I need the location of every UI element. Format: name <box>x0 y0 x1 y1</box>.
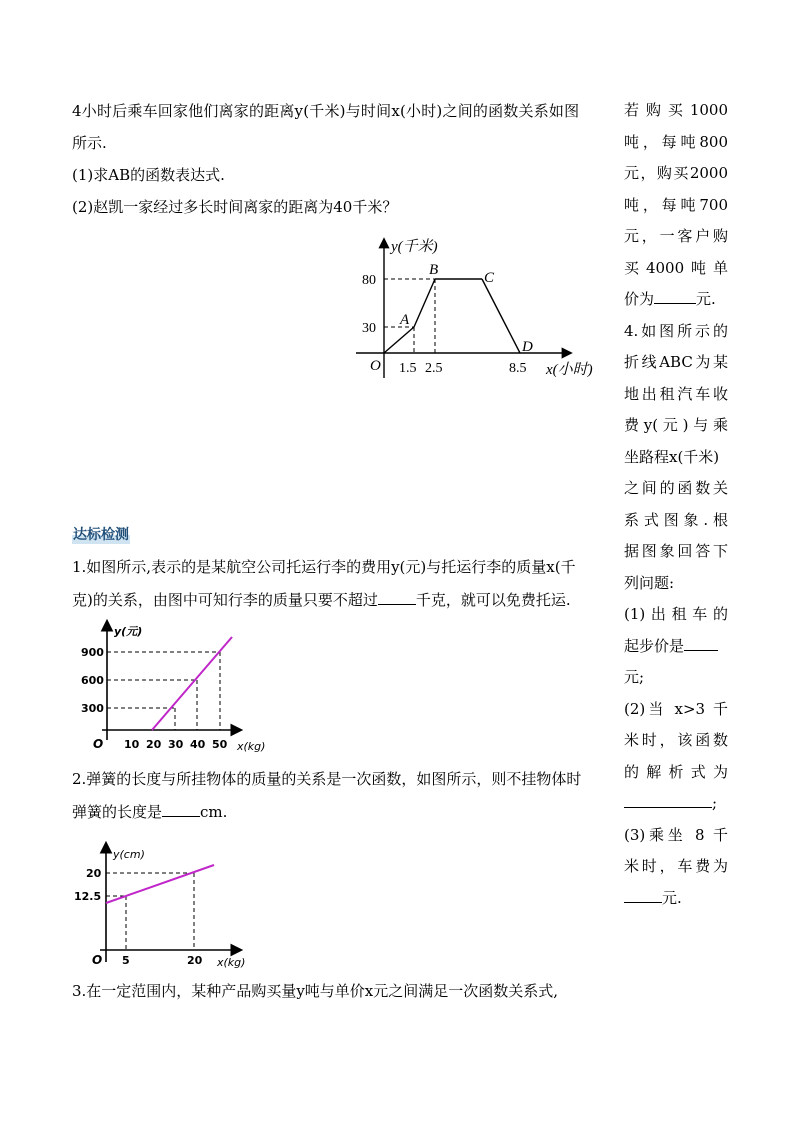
side-line: 元，购买2000 <box>624 164 728 182</box>
y-tick-12-5: 12.5 <box>74 890 102 903</box>
side-line: 吨，每吨800 <box>624 132 728 151</box>
problem-1-line-2: 克)的关系，由图中可知行李的质量只要不超过 千克，就可以免费托运. <box>72 591 571 609</box>
segment-CD <box>482 279 520 353</box>
distance-time-chart <box>350 232 610 384</box>
x-tick-40: 40 <box>190 738 206 751</box>
point-label-D: D <box>522 339 533 355</box>
spring-length-chart <box>70 840 270 970</box>
side-line: (2)当 x>3 千 <box>624 699 728 718</box>
x-tick-5: 5 <box>122 954 130 967</box>
y-tick-900: 900 <box>81 646 104 659</box>
answer-blank[interactable] <box>378 590 416 605</box>
question-2: (2)赵凯一家经过多长时间离家的距离为40千米？ <box>72 198 398 216</box>
x-tick-10: 10 <box>124 738 140 751</box>
origin-label: O <box>370 358 381 374</box>
side-line: 坐路程x(千米) <box>624 447 720 466</box>
x-tick-30: 30 <box>168 738 184 751</box>
problem-2-line-2: 弹簧的长度是 cm. <box>72 803 228 821</box>
section-title: 达标检测 <box>72 524 130 544</box>
side-line: (1)出租车的 <box>624 605 728 623</box>
x-tick-20: 20 <box>146 738 162 751</box>
question-1: (1)求AB的函数表达式. <box>72 166 225 184</box>
side-line: 4.如图所示的 <box>624 321 728 340</box>
y-axis-label: y(千米) <box>391 239 438 255</box>
answer-blank[interactable] <box>162 802 200 817</box>
side-line: 据图象回答下 <box>624 542 728 560</box>
side-line-blank: 价为 元. <box>624 290 716 308</box>
x-tick-2-5: 2.5 <box>425 361 443 376</box>
side-line: (3)乘坐 8 千 <box>624 825 728 844</box>
x-tick-1-5: 1.5 <box>399 361 417 376</box>
answer-blank[interactable] <box>684 636 718 651</box>
point-label-B: B <box>429 262 439 278</box>
side-line: 系式图象.根 <box>624 510 728 529</box>
intro-line-2: 所示. <box>72 134 107 152</box>
side-line: 买4000吨单 <box>624 258 728 277</box>
y-tick-600: 600 <box>81 674 104 687</box>
x-tick-20: 20 <box>187 954 203 967</box>
side-line-blank: 起步价是 <box>624 631 728 663</box>
side-line-blank: ; <box>624 788 728 820</box>
problem-2-line-1: 2.弹簧的长度与所挂物体的质量的关系是一次函数，如图所示，则不挂物体时 <box>72 770 582 788</box>
origin-label: O <box>92 953 103 967</box>
y-axis-label: y(cm) <box>113 848 145 861</box>
side-line: 米时，该函数 <box>624 731 728 749</box>
side-line: 元; <box>624 668 645 686</box>
answer-blank[interactable] <box>624 793 712 808</box>
y-tick-300: 300 <box>81 702 104 715</box>
x-tick-8-5: 8.5 <box>509 361 527 376</box>
side-line: 列问题: <box>624 573 675 592</box>
segment-OA <box>384 327 414 353</box>
answer-blank[interactable] <box>624 888 662 903</box>
x-axis-label: x(kg) <box>217 956 246 969</box>
y-tick-20: 20 <box>86 867 102 880</box>
side-line: 折线ABC为某 <box>624 353 728 371</box>
x-tick-50: 50 <box>212 738 228 751</box>
side-line: 费y(元)与乘 <box>624 416 728 434</box>
side-line: 吨，每吨700 <box>624 195 728 214</box>
side-line-blank: 元. <box>624 883 728 915</box>
problem-1-line-1: 1.如图所示,表示的是某航空公司托运行李的费用y(元)与托运行李的质量x(千 <box>72 558 576 576</box>
side-line: 元，一客户购 <box>624 227 728 245</box>
x-axis-label: x(小时) <box>546 362 593 378</box>
luggage-fee-chart <box>80 618 280 758</box>
problem-3-line-1: 3.在一定范围内，某种产品购买量y吨与单价x元之间满足一次函数关系式, <box>72 982 559 1000</box>
answer-blank[interactable] <box>654 289 696 304</box>
side-line: 之间的函数关 <box>624 479 728 497</box>
side-line: 若购买1000 <box>624 101 728 119</box>
point-label-C: C <box>484 270 495 286</box>
y-tick-80: 80 <box>362 273 376 288</box>
y-axis-label: y(元) <box>114 625 143 638</box>
side-column <box>624 95 728 914</box>
intro-line-1: 4小时后乘车回家他们离家的距离y(千米)与时间x(小时)之间的函数关系如图 <box>72 102 580 120</box>
side-line: 地出租汽车收 <box>624 384 728 403</box>
y-tick-30: 30 <box>362 321 376 336</box>
origin-label: O <box>93 737 104 751</box>
segment-AB <box>414 279 435 327</box>
side-line: 米时，车费为 <box>624 857 728 875</box>
side-line: 的解析式为 <box>624 762 728 781</box>
x-axis-label: x(kg) <box>237 740 266 753</box>
point-label-A: A <box>400 312 410 328</box>
spring-line <box>106 865 214 903</box>
